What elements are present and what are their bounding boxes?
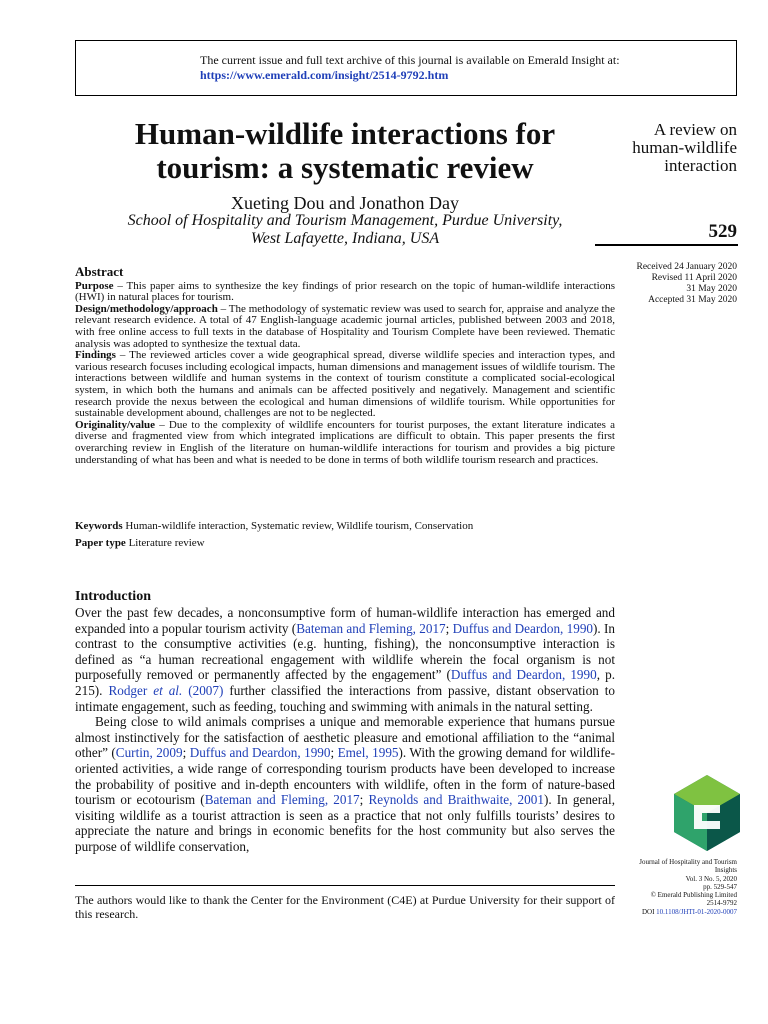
journal-pages: pp. 529-547: [703, 882, 737, 891]
paper-type: [75, 537, 615, 549]
journal-name: Journal of Hospitality and Tourism: [639, 858, 737, 866]
journal-info: [577, 858, 737, 916]
abstract-heading: Abstract: [75, 264, 124, 279]
text-run: ;: [182, 745, 190, 761]
originality-label: Originality/value: [75, 418, 156, 431]
doi-line: [577, 908, 737, 916]
paper-type-label: Paper type: [75, 537, 126, 549]
paragraph-1: [75, 605, 615, 714]
doi-link[interactable]: 10.1108/JHTI-01-2020-0007: [656, 907, 737, 916]
affiliation: [75, 212, 615, 248]
findings-label: Findings: [75, 349, 116, 362]
text-run: ;: [359, 792, 369, 808]
design-label: Design/methodology/approach: [75, 302, 218, 315]
text-run: ;: [445, 620, 453, 636]
access-banner: [75, 40, 737, 96]
purpose-text: – This paper aims to synthesize the key findings of prior research on the topic of human-wildlife interactions (HWI) in natural places for tourism.: [75, 279, 615, 304]
running-title-line: A review on: [653, 120, 737, 139]
page-number: 529: [708, 221, 737, 242]
emerald-logo-icon: [674, 775, 740, 851]
text-run: Over the past few decades, a nonconsumptive form of human-wildlife interaction has emerged and expanded into a popular tourism activity (: [75, 605, 615, 636]
acknowledgement-footnote: The authors would like to thank the Center for the Environment (C4E) at Purdue University for their support of this research.: [75, 893, 615, 921]
citation-link[interactable]: Bateman and Fleming, 2017: [204, 792, 360, 808]
paragraph-2: [75, 714, 615, 854]
purpose-label: Purpose: [75, 279, 114, 292]
keywords-text: Human-wildlife interaction, Systematic review, Wildlife tourism, Conservation: [122, 520, 474, 532]
title-line-2: tourism: a systematic review: [156, 150, 534, 185]
design-text: – The methodology of systematic review was used to search for, appraise and analyze the relevant research evidence. A total of 47 English-language academic journal articles, published between 2003 and 2018, with free online access to full texts in the database of Hospitality and Tourism Complete have been reviewed. Thematic analysis was adopted to synthesize the textual data.: [75, 302, 615, 350]
title-line-1: Human-wildlife interactions for: [134, 116, 556, 151]
text-run: ). With the growing demand for wildlife-oriented activities, a wide range of corresponding tourism products have been developed to increase the probability of positive and in-depth encounters with wildlife, often in the form of nature-based tourism or ecotourism (: [75, 745, 615, 808]
abstract-originality: [75, 420, 615, 466]
text-run: ). In general, visiting wildlife as a tourist attraction is seen as a practice that not only fulfills tourists’ desires to appreciate the nature and brings in economic benefits for the host community but also serves the purpose of wildlife conservation,: [75, 792, 615, 854]
journal-issn: 2514-9792: [706, 899, 737, 908]
abstract-design: [75, 304, 615, 350]
introduction-body: [75, 605, 615, 855]
affiliation-line-1: School of Hospitality and Tourism Management, Purdue University,: [127, 212, 563, 229]
footnote-divider: [75, 885, 615, 886]
introduction-heading: Introduction: [75, 589, 151, 604]
abstract: [75, 266, 615, 466]
running-title: [577, 121, 737, 175]
journal-name-cont: Insights: [714, 866, 737, 875]
citation-link[interactable]: Duffus and Deardon, 1990: [452, 620, 594, 636]
authors: Xueting Dou and Jonathon Day: [231, 193, 459, 213]
citation-link[interactable]: Curtin, 2009: [115, 745, 183, 761]
text-run: ;: [330, 745, 338, 761]
citation-link[interactable]: (2007): [182, 682, 224, 698]
journal-copyright: © Emerald Publishing Limited: [650, 891, 737, 900]
journal-url-link[interactable]: https://www.emerald.com/insight/2514-9792.htm: [200, 68, 449, 82]
findings-text: – The reviewed articles cover a wide geographical spread, diverse wildlife species and interaction types, and various research focuses including ecological impacts, human dimensions and management issues of wildlife tourism. The interactions between wildlife and human systems in the context of tourism constitute a complicated social-ecological system, in which both the humans and animals can be affected positively and negatively. Management and scientific research provide the nexus between the ecological and human dimensions of wildlife tourism. While opportunities for sustainable development abound, challenges are not to be neglected.: [75, 349, 615, 420]
keywords: [75, 520, 615, 532]
text-run: further classified the interactions from passive, distant observation to intimate engagement, such as feeding, touching and swimming with animals in the natural setting.: [75, 682, 615, 714]
banner-text: The current issue and full text archive of this journal is available on Emerald Insight at:: [200, 53, 620, 67]
affiliation-line-2: West Lafayette, Indiana, USA: [250, 230, 440, 247]
article-title: [75, 117, 615, 185]
date-revised-2: 31 May 2020: [686, 284, 737, 294]
citation-link[interactable]: Bateman and Fleming, 2017: [296, 620, 446, 636]
journal-volume: Vol. 3 No. 5, 2020: [685, 874, 737, 883]
side-divider: [595, 244, 738, 246]
running-title-line: human-wildlife: [632, 138, 737, 157]
citation-link[interactable]: Duffus and Deardon, 1990: [189, 745, 331, 761]
date-revised: Revised 11 April 2020: [651, 273, 737, 283]
citation-link[interactable]: Duffus and Deardon, 1990: [450, 667, 597, 683]
keywords-label: Keywords: [75, 520, 123, 532]
text-run: Being close to wild animals comprises a unique and memorable experience that humans pursue almost instinctively for the satisfaction of aesthetic pleasure and emotional affiliation to the “animal other” (: [75, 714, 615, 761]
originality-text: – Due to the complexity of wildlife encounters for tourist purposes, the extant literature indicates a diverse and fragmented view from which integrated implications are difficult to obtain. This paper presents the first overarching review in English of the literature on human-wildlife interactions for tourism and provides a big picture understanding of what has been and what is needed to be done in terms of both wildlife tourism research and practices.: [75, 418, 615, 466]
date-received: Received 24 January 2020: [636, 262, 737, 272]
date-accepted: Accepted 31 May 2020: [648, 295, 737, 305]
citation-link[interactable]: Emel, 1995: [337, 745, 399, 761]
citation-link[interactable]: Rodger: [108, 682, 154, 698]
text-run: , p. 215).: [75, 667, 615, 698]
text-run: ). In contrast to the consumptive activities (e.g. hunting, fishing), the nonconsumptive interaction is defined as “a human recreational engagement with wildlife wherein the focal organism is not purposefully removed or permanently affected by the engagement” (: [75, 620, 615, 683]
paper-type-text: Literature review: [125, 537, 205, 549]
citation-link[interactable]: et al.: [153, 682, 183, 698]
abstract-purpose: [75, 281, 615, 304]
doi-label: DOI: [641, 907, 657, 916]
citation-link[interactable]: Reynolds and Braithwaite, 2001: [368, 792, 544, 808]
abstract-findings: [75, 350, 615, 420]
running-title-line: interaction: [664, 156, 737, 175]
